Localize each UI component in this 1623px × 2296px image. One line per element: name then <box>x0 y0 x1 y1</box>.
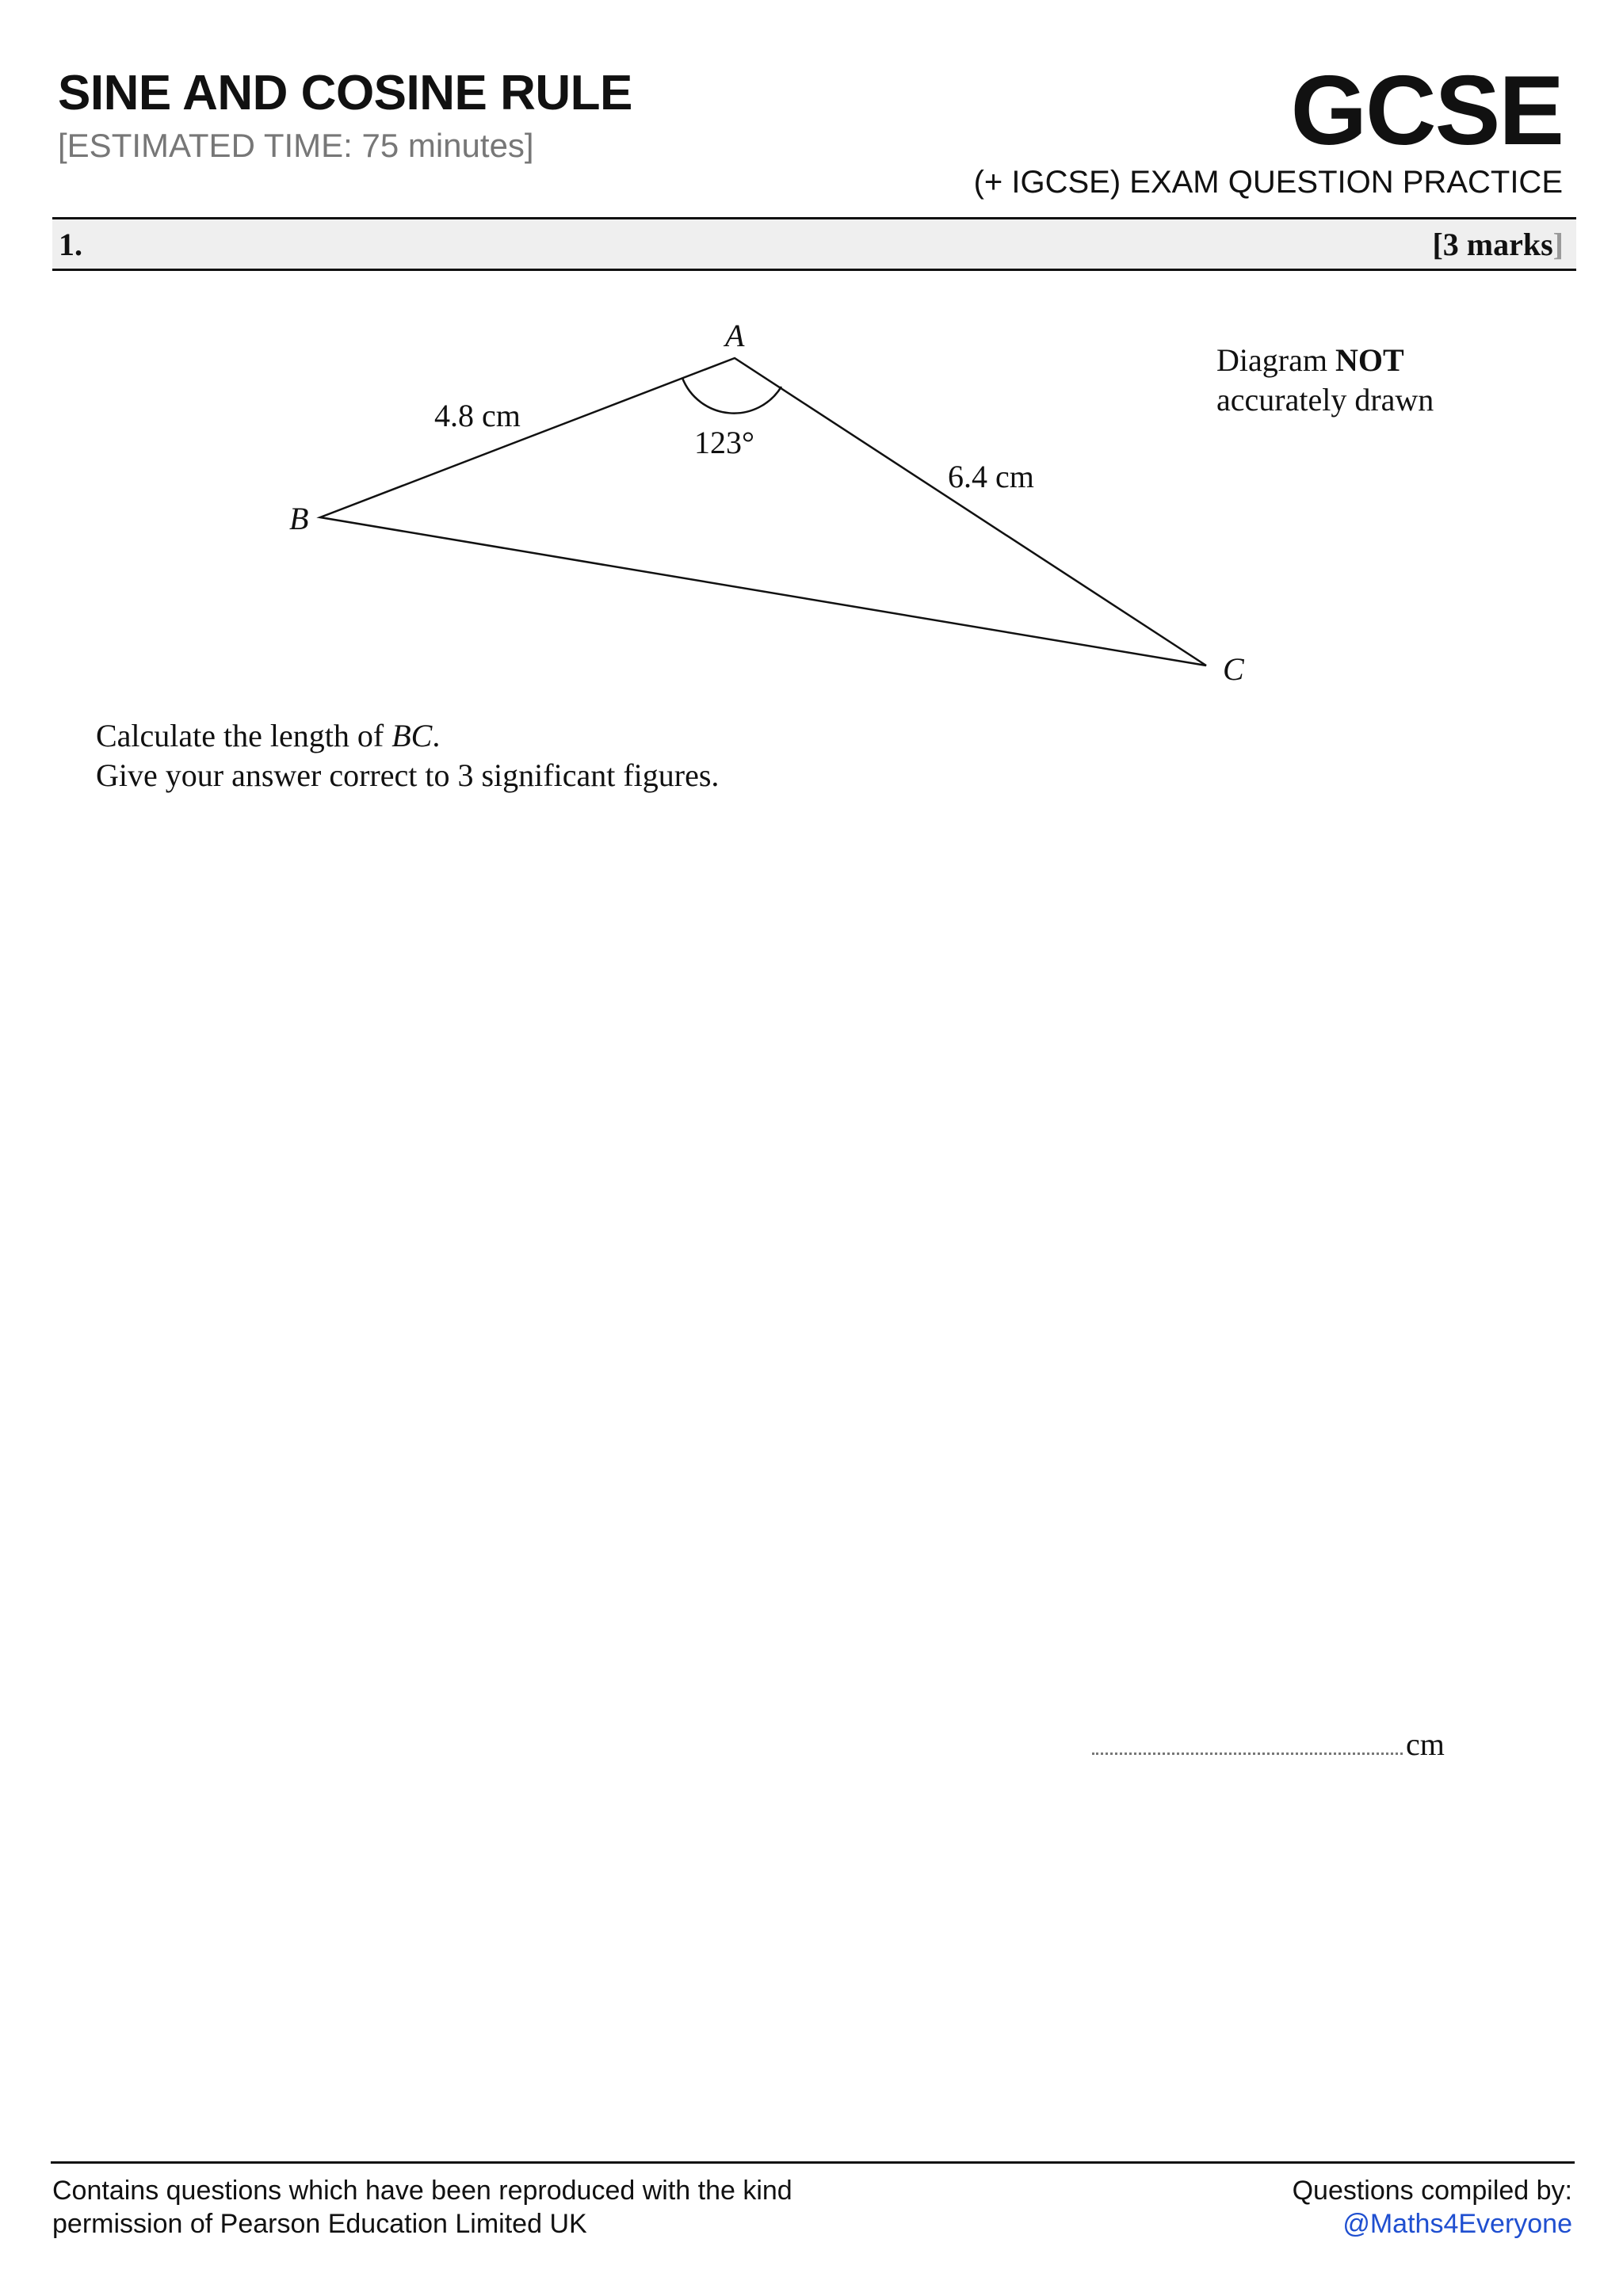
question-line1-var: BC <box>391 718 433 753</box>
question-header-bar <box>52 217 1576 271</box>
estimated-time: [ESTIMATED TIME: 75 minutes] <box>58 127 534 164</box>
gcse-brand: GCSE <box>1290 56 1563 166</box>
answer-dotted-line[interactable] <box>1092 1753 1403 1755</box>
question-number: 1. <box>59 227 82 262</box>
question-line2: Give your answer correct to 3 significant figures. <box>96 757 720 793</box>
side-label-ac: 6.4 cm <box>948 459 1034 494</box>
footer-left-line1: Contains questions which have been reproduced with the kind <box>52 2176 792 2206</box>
footer-right-line1: Questions compiled by: <box>1292 2176 1572 2206</box>
footer-left-line2: permission of Pearson Education Limited UK <box>52 2209 587 2239</box>
angle-label-a: 123° <box>694 425 754 460</box>
diagram-note <box>1216 341 1434 420</box>
note-bold: NOT <box>1335 342 1404 378</box>
marks-close-bracket: ] <box>1552 227 1564 262</box>
exam-practice-subtitle: (+ IGCSE) EXAM QUESTION PRACTICE <box>973 165 1563 200</box>
author-handle-link[interactable]: @Maths4Everyone <box>1342 2209 1572 2239</box>
note-suffix: accurately drawn <box>1216 382 1434 418</box>
marks-open-bracket: [ <box>1432 227 1443 262</box>
note-prefix: Diagram <box>1216 342 1327 378</box>
question-text <box>96 716 719 795</box>
vertex-label-c: C <box>1223 651 1244 687</box>
question-line1-suffix: . <box>432 718 441 753</box>
marks-text: 3 marks <box>1442 227 1553 262</box>
side-label-ab: 4.8 cm <box>434 398 521 433</box>
angle-arc-a <box>682 378 781 414</box>
question-marks <box>1432 226 1564 263</box>
footer-divider <box>51 2161 1575 2164</box>
answer-line[interactable] <box>1092 1726 1445 1763</box>
vertex-label-b: B <box>289 501 309 536</box>
vertex-label-a: A <box>725 318 745 353</box>
footer-credit <box>1293 2174 1572 2241</box>
question-line1-prefix: Calculate the length of <box>96 718 384 753</box>
worksheet-title: SINE AND COSINE RULE <box>58 66 632 120</box>
footer-attribution <box>52 2174 792 2241</box>
answer-unit: cm <box>1406 1726 1445 1762</box>
